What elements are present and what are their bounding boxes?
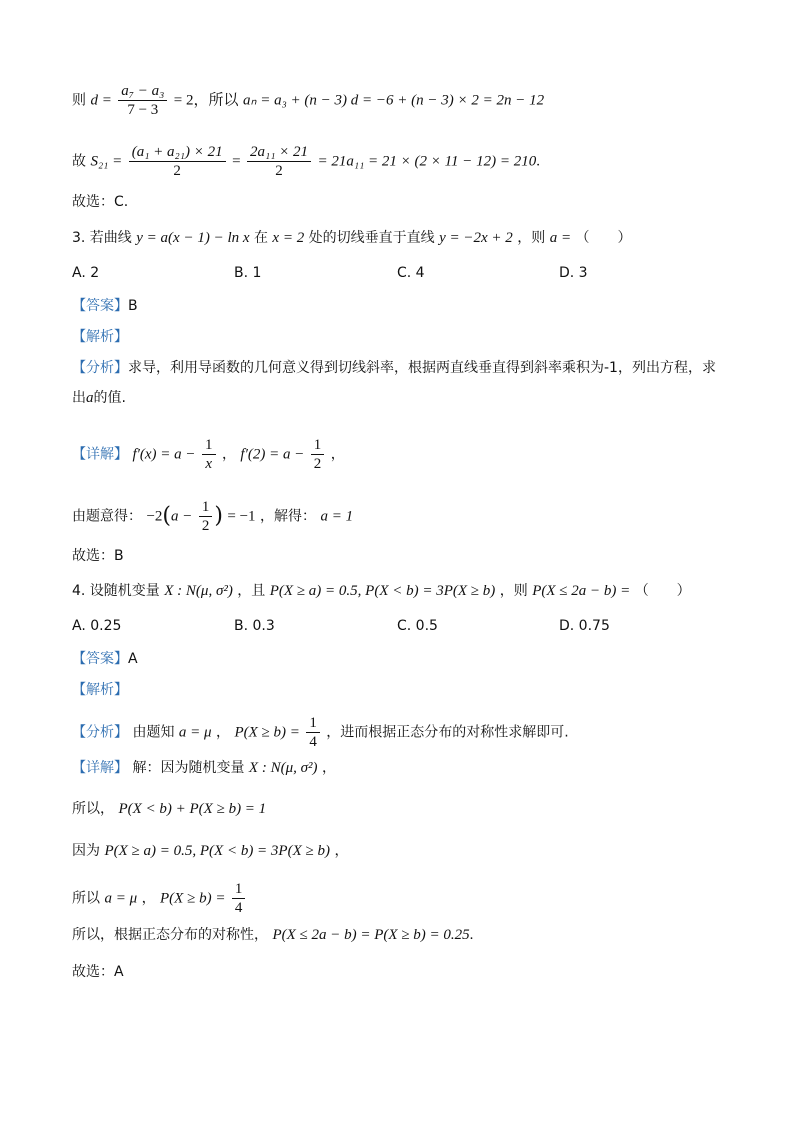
solution-line-d: 则 d = $\frac{\text{a₇ − a₃}}{7 - 3}$ = 2，所以 aₙ = a₃ + (n − 3) d = −6 + (n − 3) × 2 = 2n − 12 <box>72 83 545 118</box>
analysis-line: 【分析】求导，利用导函数的几何意义得到切线斜率，根据两直线垂直得到斜率乘积为-1，列出方程，求 <box>72 360 716 376</box>
step-1: 所以， P(X < b) + P(X ≥ b) = 1 <box>72 801 267 817</box>
choose-a: 故选：A <box>72 964 124 980</box>
option-b: B. 1 <box>234 265 262 281</box>
option-d: D. 0.75 <box>559 618 610 634</box>
fraction: $\frac{\text{2a₁₁ × 21}}{2}$ <box>247 143 311 180</box>
fraction: $\frac{\text{(a₁ + a₂₁) × 21}}{2}$ <box>129 143 226 180</box>
fraction: $\frac{1}{x}$ <box>202 436 216 473</box>
choose-b: 故选：B <box>72 548 124 564</box>
fraction: $\frac{1}{2}$ <box>311 436 325 473</box>
analysis-header: 【解析】 <box>72 682 128 698</box>
solution-line-s21: 故 S₂₁ = $\frac{\text{(a₁ + a₂₁) × 21}}{2}$ = $\frac{\text{2a₁₁ × 21}}{2}$ = 21a₁₁ = 21 × (2 × 11 − 12) = 210. <box>72 144 541 179</box>
fraction: $\frac{\text{a₇ − a₃}}{7 - 3}$ <box>118 82 167 119</box>
answer-line: 【答案】A <box>72 651 138 667</box>
question-4-options <box>72 618 722 638</box>
fraction: $\frac{1}{2}$ <box>199 498 213 535</box>
analysis-header: 【解析】 <box>72 329 128 345</box>
step-4: 所以，根据正态分布的对称性， P(X ≤ 2a − b) = P(X ≥ b) = 0.25. <box>72 927 474 943</box>
option-d: D. 3 <box>559 265 588 281</box>
detail-equation: 由题意得： −2(a − $\frac{1}{2}$ ) = −1 ，解得： a = 1 <box>72 499 354 534</box>
fraction: $\frac{1}{4}$ <box>306 714 320 751</box>
option-b: B. 0.3 <box>234 618 275 634</box>
question-3-stem: 3. 若曲线 y = a(x − 1) − ln x 在 x = 2 处的切线垂直于直线 y = −2x + 2 ，则 a = （ ） <box>72 230 632 246</box>
fraction: $\frac{1}{4}$ <box>232 880 246 917</box>
question-3-options <box>72 265 722 285</box>
analysis-line-2: 出a的值. <box>72 390 126 406</box>
detail-derivative: 【详解】 f′(x) = a − $\frac{1}{x}$ ， f′(2) = a − $\frac{1}{2}$ ， <box>72 437 345 472</box>
step-3: 所以 a = μ ， P(X ≥ b) = $\frac{1}{4}$ <box>72 880 734 917</box>
answer-line: 【答案】B <box>72 298 138 314</box>
choose-c: 故选：C. <box>72 194 129 210</box>
option-a: A. 2 <box>72 265 100 281</box>
analysis-line: 【分析】 由题知 a = μ ， P(X ≥ b) = $\frac{1}{4}$ ，进而根据正态分布的对称性求解即可. <box>72 715 569 750</box>
detail-line: 【详解】 解：因为随机变量 X : N(μ, σ²) ， <box>72 760 336 776</box>
option-c: C. 4 <box>397 265 425 281</box>
question-4-stem: 4. 设随机变量 X : N(μ, σ²) ，且 P(X ≥ a) = 0.5, P(X < b) = 3P(X ≥ b) ，则 P(X ≤ 2a − b) = （ ） <box>72 583 691 599</box>
option-c: C. 0.5 <box>397 618 438 634</box>
option-a: A. 0.25 <box>72 618 122 634</box>
step-2: 因为 P(X ≥ a) = 0.5, P(X < b) = 3P(X ≥ b) ， <box>72 843 349 859</box>
